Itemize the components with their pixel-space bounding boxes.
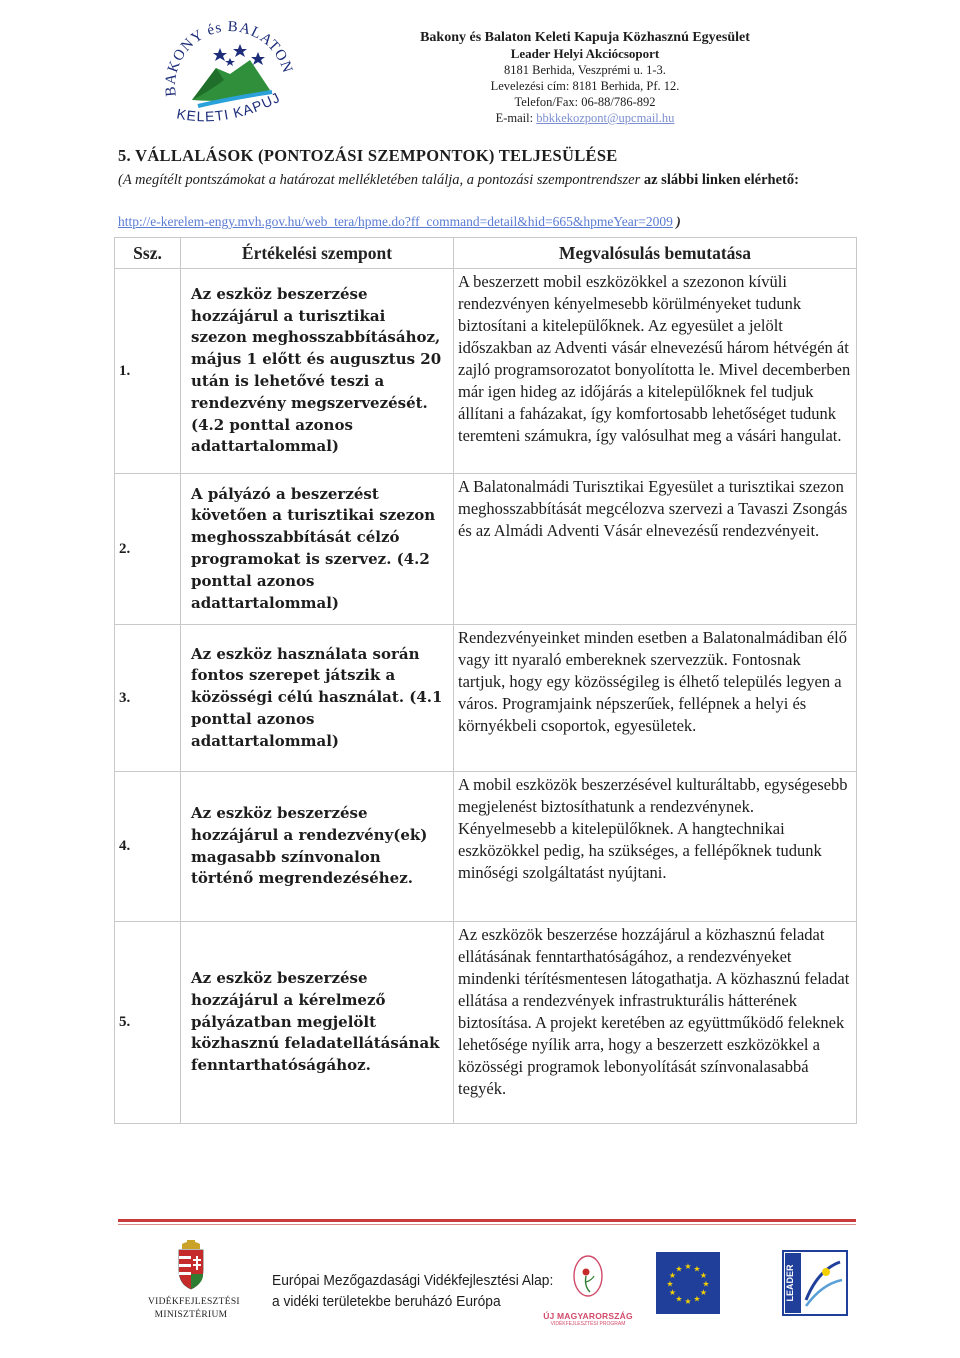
- svg-text:★: ★: [666, 1279, 674, 1289]
- criteria-link-line: [118, 214, 878, 230]
- svg-text:★: ★: [675, 1294, 683, 1304]
- section-title: 5. VÁLLALÁSOK (PONTOZÁSI SZEMPONTOK) TELJESÜLÉSE: [118, 146, 618, 165]
- email-link[interactable]: bbkkekozpont@upcmail.hu: [536, 111, 675, 125]
- row-description: A mobil eszközök beszerzésével kulturáltabb, egységesebb megjelenést biztosíthatunk a rendezvénynek. Kényelmesebb a kitelepülőknek. A hangtechnikai eszközökkel pedig, ha szükséges, a fellépőknek tudunk minőségi szolgáltatást nyújtani.: [454, 772, 857, 922]
- row-number: 1.: [115, 269, 181, 474]
- email-label: E-mail:: [495, 111, 534, 125]
- svg-text:★: ★: [684, 1297, 692, 1306]
- ministry-name-line-1: VIDÉKFEJLESZTÉSI: [148, 1297, 240, 1307]
- row-criterion: Az eszköz használata során fontos szerepet játszik a közösségi célú használat. (4.1 ponttal azonos adattartalommal): [181, 625, 454, 772]
- svg-text:★: ★: [699, 1271, 708, 1280]
- row-description: A Balatonalmádi Turisztikai Egyesület a turisztikai szezon meghosszabbítását megcélozva szervezi a Tavaszi Zsongás és az Almádi Adventi Vásár elnevezésű rendezvényeit.: [454, 474, 857, 625]
- svg-text:★: ★: [684, 1262, 692, 1271]
- section-note-bold: az slábbi linken elérhető:: [643, 172, 799, 188]
- row-number: 2.: [115, 474, 181, 625]
- new-hungary-logo: [543, 1252, 633, 1332]
- eafrd-caption: [272, 1270, 553, 1312]
- svg-text:★: ★: [699, 1288, 708, 1297]
- ministry-name-line-2: MINISZTÉRIUM: [154, 1310, 228, 1320]
- table-header-row: [115, 238, 857, 269]
- mountain-star-logo-icon: [158, 18, 298, 130]
- row-criterion: Az eszköz beszerzése hozzájárul a kérelmező pályázatban megjelölt közhasznú feladatellátásának fenntarthatóságához.: [181, 922, 454, 1124]
- svg-text:★: ★: [693, 1264, 701, 1274]
- section-note: [118, 170, 860, 190]
- svg-text:★: ★: [668, 1271, 677, 1280]
- row-criterion: Az eszköz beszerzése hozzájárul a rendezvény(ek) magasabb színvonalon történő megrendezéséhez.: [181, 772, 454, 922]
- org-address: 8181 Berhida, Veszprémi u. 1-3.: [504, 63, 666, 77]
- org-name: Bakony és Balaton Keleti Kapuja Közhasznú Egyesület: [420, 30, 750, 45]
- new-hungary-sublabel: VIDÉKFEJLESZTÉSI PROGRAM: [550, 1321, 626, 1327]
- section-note-italic: (A megítélt pontszámokat a határozat mellékletében találja, a pontozási szempontrendszer: [118, 172, 641, 188]
- svg-text:★: ★: [693, 1294, 701, 1304]
- row-criterion: Az eszköz beszerzése hozzájárul a turisztikai szezon meghosszabbításához, május 1 előtt és augusztus 20 után is lehetővé teszi a rendezvény megszervezését. (4.2 ponttal azonos adattartalommal): [181, 269, 454, 474]
- org-group: Leader Helyi Akciócsoport: [510, 46, 660, 61]
- svg-text:★: ★: [668, 1288, 677, 1297]
- scoring-table: [114, 237, 857, 1124]
- table-row: [115, 922, 857, 1124]
- table-row: [115, 625, 857, 772]
- footer-divider: [118, 1219, 856, 1222]
- leader-logo: [782, 1250, 848, 1316]
- table-row: [115, 772, 857, 922]
- header-criterion: Értékelési szempont: [181, 238, 454, 269]
- logo-bottom-text: KELETI KAPUJ: [175, 88, 283, 125]
- ministry-logo: [148, 1240, 240, 1330]
- header-description: Megvalósulás bemutatása: [454, 238, 857, 269]
- organization-contact-block: [400, 30, 770, 126]
- new-hungary-logo-icon: [566, 1252, 610, 1306]
- header-ssz: Ssz.: [115, 238, 181, 269]
- link-closing-paren: ): [676, 214, 681, 229]
- row-number: 3.: [115, 625, 181, 772]
- row-number: 4.: [115, 772, 181, 922]
- logo-arc-text: BAKONY és BALATON: [162, 18, 296, 98]
- svg-text:★: ★: [675, 1264, 683, 1274]
- row-number: 5.: [115, 922, 181, 1124]
- association-logo: [158, 18, 298, 130]
- footer-divider-thin: [118, 1224, 856, 1225]
- leader-text: LEADER: [785, 1264, 795, 1302]
- new-hungary-label: ÚJ MAGYARORSZÁG: [543, 1311, 633, 1321]
- org-postal-address: Levelezési cím: 8181 Berhida, Pf. 12.: [490, 79, 680, 93]
- row-criterion: A pályázó a beszerzést követően a turisztikai szezon meghosszabbítását célzó programokat is szervez. (4.2 ponttal azonos adattartalommal): [181, 474, 454, 625]
- row-description: A beszerzett mobil eszközökkel a szezonon kívüli rendezvényen kényelmesebb körülményeket tudunk biztosítani a kitelepülőknek. Az egyesület a jelölt időszakban az Adventi vásár elnevezésű három hétvégén át zajló programsorozatot bonyolította le. Mivel decemberben már igen hideg az időjárás a kitelepülőknek fel tudjuk állítani a faházakat, így komfortosabb lehetőséget tudunk teremteni számukra, így valósulhat meg a vásári hangulat.: [454, 269, 857, 474]
- table-row: [115, 474, 857, 625]
- table-row: [115, 269, 857, 474]
- eafrd-line-1: Európai Mezőgazdasági Vidékfejlesztési Alap:: [272, 1272, 554, 1289]
- org-email-line: [400, 110, 770, 126]
- hungarian-coat-of-arms-icon: [176, 1240, 206, 1290]
- eafrd-line-2: a vidéki területekbe beruházó Európa: [272, 1293, 501, 1310]
- eu-flag: [656, 1252, 720, 1314]
- criteria-link[interactable]: http://e-kerelem-engy.mvh.gov.hu/web_tera/hpme.do?ff_command=detail&hid=665&hpmeYear=2009: [118, 214, 673, 229]
- eu-flag-icon: [656, 1252, 720, 1314]
- row-description: Rendezvényeinket minden esetben a Balatonalmádiban élő vagy itt nyaraló embereknek szervezzük. Fontosnak tartjuk, hogy egy közösségileg is élhető település legyen a város. Programjaink népszerűek, fellépnek a helyi és környékbeli csoportok, egyesületek.: [454, 625, 857, 772]
- row-description: Az eszközök beszerzése hozzájárul a közhasznú feladat ellátásának fenntarthatóságához, a rendezvényeket mindenki térítésmentesen látogathatja. A közhasznú feladat ellátása a rendezvények infrastrukturális hátterének biztosítása. A projekt keretében az együttműködő feleknek lehetősége nyílik arra, hogy a beszerzett eszközökkel a közösségi programok lebonyolítását színvonalasabbá tegyék.: [454, 922, 857, 1124]
- leader-logo-icon: [782, 1250, 848, 1316]
- org-phone: Telefon/Fax: 06-88/786-892: [514, 95, 656, 109]
- svg-text:★: ★: [702, 1279, 710, 1289]
